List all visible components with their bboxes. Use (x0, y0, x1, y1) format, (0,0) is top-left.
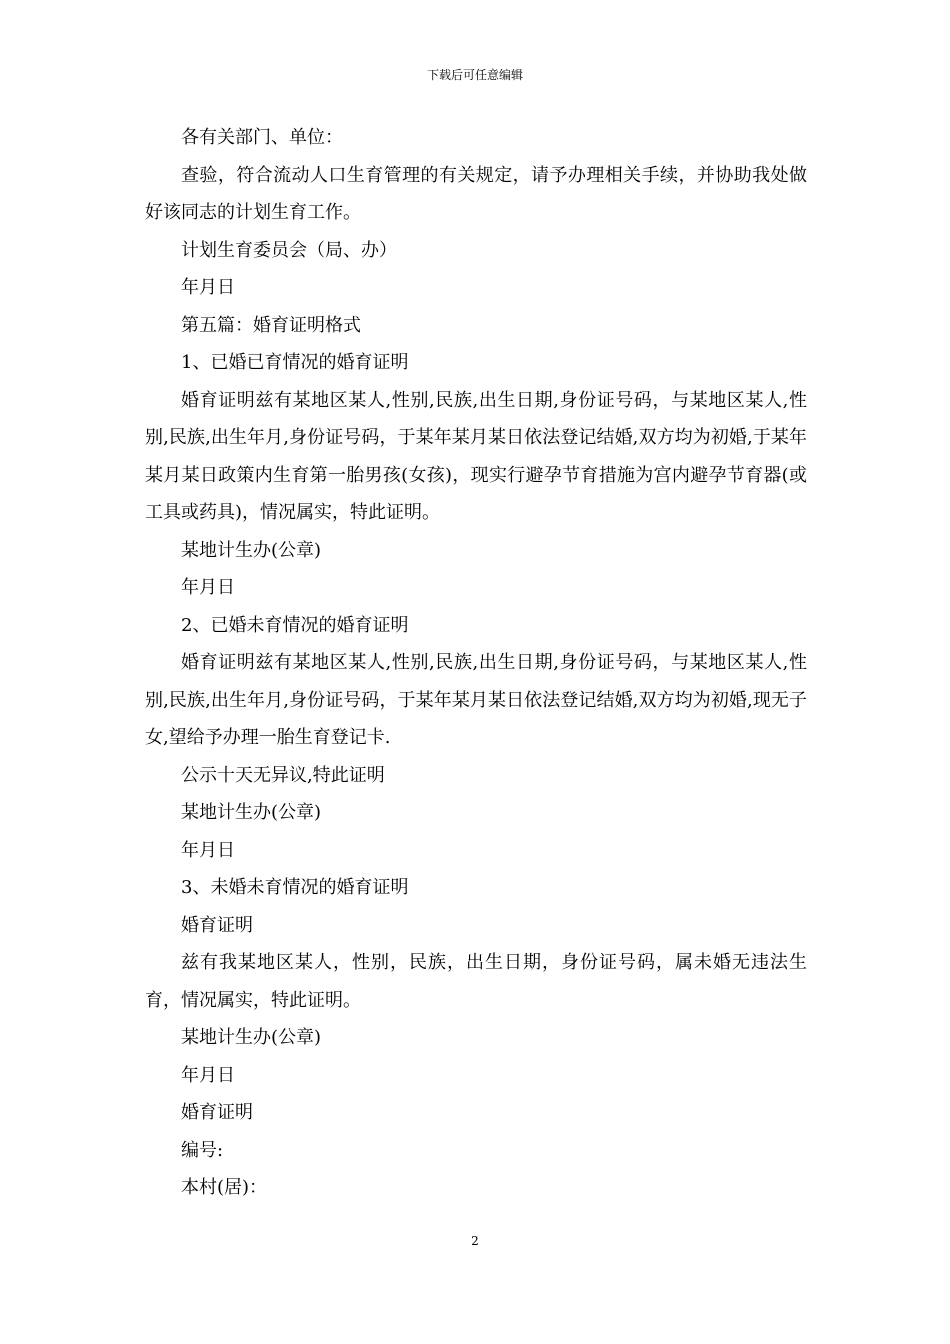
paragraph-date-3: 年月日 (181, 1064, 235, 1086)
paragraph-notice-2: 公示十天无异议,特此证明 (181, 764, 385, 786)
section-title: 第五篇：婚育证明格式 (181, 314, 361, 336)
paragraph-village: 本村(居)： (181, 1177, 268, 1198)
paragraph-committee: 计划生育委员会（局、办） (181, 239, 397, 261)
subsection-heading-2: 2、已婚未育情况的婚育证明 (181, 614, 409, 636)
paragraph-verification: 查验，符合流动人口生育管理的有关规定，请予办理相关手续，并协助我处做好该同志的计划生育工作。 (145, 164, 807, 223)
document-body (145, 119, 807, 1207)
paragraph-seal-2: 某地计生办(公章) (181, 802, 322, 823)
paragraph-certificate-2: 婚育证明兹有某地区某人,性别,民族,出生日期,身份证号码，与某地区某人,性别,民族,出生年月,身份证号码，于某年某月某日依法登记结婚,双方均为初婚,现无子女,望给予办理一胎生育登记卡. (145, 652, 807, 748)
paragraph-certificate-title-3: 婚育证明 (181, 914, 253, 936)
paragraph-recipients: 各有关部门、单位： (181, 127, 343, 148)
paragraph-date: 年月日 (181, 277, 235, 298)
paragraph-certificate-1: 婚育证明兹有某地区某人,性别,民族,出生日期,身份证号码，与某地区某人,性别,民族,出生年月,身份证号码，于某年某月某日依法登记结婚,双方均为初婚,于某年某月某日政策内生育第一胎男孩(女孩)，现实行避孕节育措施为宫内避孕节育器(或工具或药具)，情况属实，特此证明。 (145, 389, 807, 523)
paragraph-seal-3: 某地计生办(公章) (181, 1027, 322, 1048)
subsection-heading-1: 1、已婚已育情况的婚育证明 (181, 352, 409, 373)
subsection-heading-3: 3、未婚未育情况的婚育证明 (181, 877, 409, 898)
paragraph-seal-1: 某地计生办(公章) (181, 539, 322, 561)
paragraph-serial-number: 编号: (181, 1139, 224, 1161)
paragraph-date-1: 年月日 (181, 577, 235, 598)
paragraph-certificate-3: 兹有我某地区某人，性别，民族，出生日期，身份证号码，属未婚无违法生育，情况属实，特此证明。 (145, 952, 807, 1011)
page-header-note: 下载后可任意编辑 (426, 68, 523, 82)
paragraph-date-2: 年月日 (181, 839, 235, 861)
page-number: 2 (471, 1234, 479, 1248)
paragraph-certificate-title-4: 婚育证明 (181, 1102, 253, 1123)
